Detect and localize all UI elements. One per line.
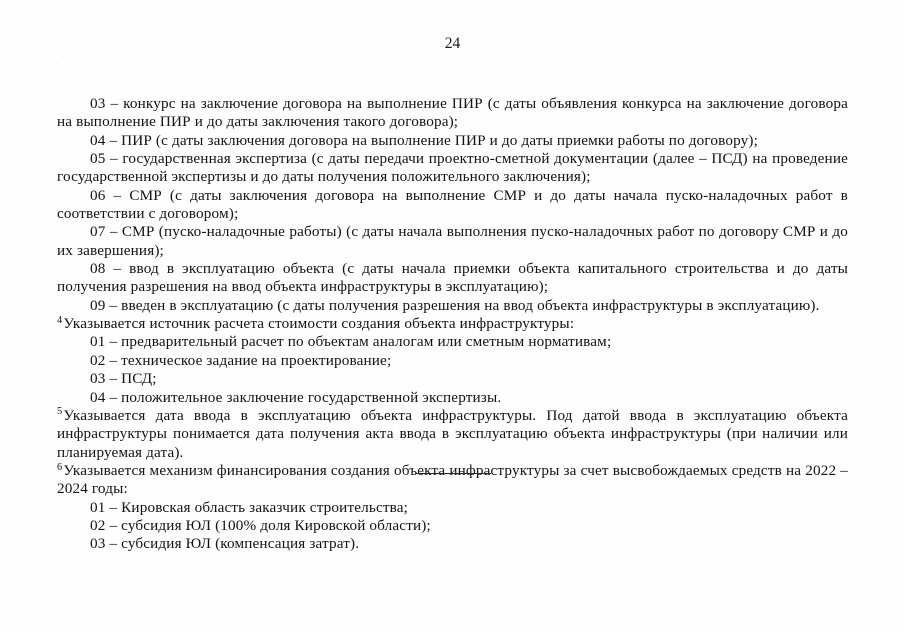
paragraph-mechanism-01 [57,499,848,517]
paragraph-mechanism-02 [57,517,848,535]
paragraph-text: 02 – субсидия ЮЛ (100% доля Кировской области); [90,516,431,534]
paragraph-stage-07 [57,223,848,260]
paragraph-stage-06 [57,187,848,224]
paragraph-text: 03 – ПСД; [90,370,157,388]
paragraph-stage-09 [57,297,848,315]
paragraph-source-01 [57,333,848,351]
paragraph-source-02 [57,352,848,370]
paragraph-mechanism-03 [57,535,848,553]
paragraph-text: 01 – Кировская область заказчик строительства; [90,498,409,516]
paragraph-text: 03 – конкурс на заключение договора на выполнение ПИР (с даты объявления конкурса на заключение договора на выполнение ПИР и до даты заключения такого договора); [57,95,848,131]
paragraph-text: 05 – государственная экспертиза (с даты передачи проектно-сметной документации (далее – ПСД) на проведение государственной экспертизы и до даты получения положительного заключения); [57,150,848,186]
footnote-separator-rule [415,473,491,474]
document-body [57,95,848,554]
paragraph-text: 09 – введен в эксплуатацию (с даты получения разрешения на ввод объекта инфраструктуры в эксплуатацию). [90,296,820,314]
footnote-marker-5: 5 [57,406,63,418]
footnote-marker-4: 4 [57,314,63,326]
paragraph-text: 04 – положительное заключение государственной экспертизы. [90,388,502,406]
paragraph-source-03 [57,370,848,388]
paragraph-text: 07 – СМР (пуско-наладочные работы) (с даты начала выполнения пуско-наладочных работ по договору СМР и до их завершения); [57,223,848,259]
footnote-text: Указывается источник расчета стоимости создания объекта инфраструктуры: [63,315,575,333]
page-number: 24 [444,35,461,52]
paragraph-stage-08 [57,260,848,297]
footnote-text: Указывается дата ввода в эксплуатацию объекта инфраструктуры. Под датой ввода в эксплуатацию объекта инфраструктуры понимается дата получения акта ввода в эксплуатацию объекта инфраструктуры (при наличии или планируемая дата). [57,406,848,461]
footnote-text: Указывается механизм финансирования создания объекта инфраструктуры за счет высвобождаемых средств на 2022 – 2024 годы: [57,461,848,498]
paragraph-text: 04 – ПИР (с даты заключения договора на выполнение ПИР и до даты приемки работы по договору); [90,131,758,149]
paragraph-stage-05 [57,150,848,187]
paragraph-stage-03 [57,95,848,132]
paragraph-text: 02 – техническое задание на проектирование; [90,351,392,369]
paragraph-stage-04 [57,132,848,150]
footnote-4 [57,315,848,333]
footnote-marker-6: 6 [57,461,63,473]
paragraph-text: 08 – ввод в эксплуатацию объекта (с даты начала приемки объекта капитального строительства и до даты получения разрешения на ввод объекта инфраструктуры в эксплуатацию); [57,260,848,296]
paragraph-source-04 [57,389,848,407]
footnote-5 [57,407,848,462]
paragraph-text: 06 – СМР (с даты заключения договора на выполнение СМР и до даты начала пуско-наладочных работ в соответствии с договором); [57,186,848,223]
paragraph-text: 01 – предварительный расчет по объектам аналогам или сметным нормативам; [90,333,612,351]
paragraph-text: 03 – субсидия ЮЛ (компенсация затрат). [90,535,360,553]
